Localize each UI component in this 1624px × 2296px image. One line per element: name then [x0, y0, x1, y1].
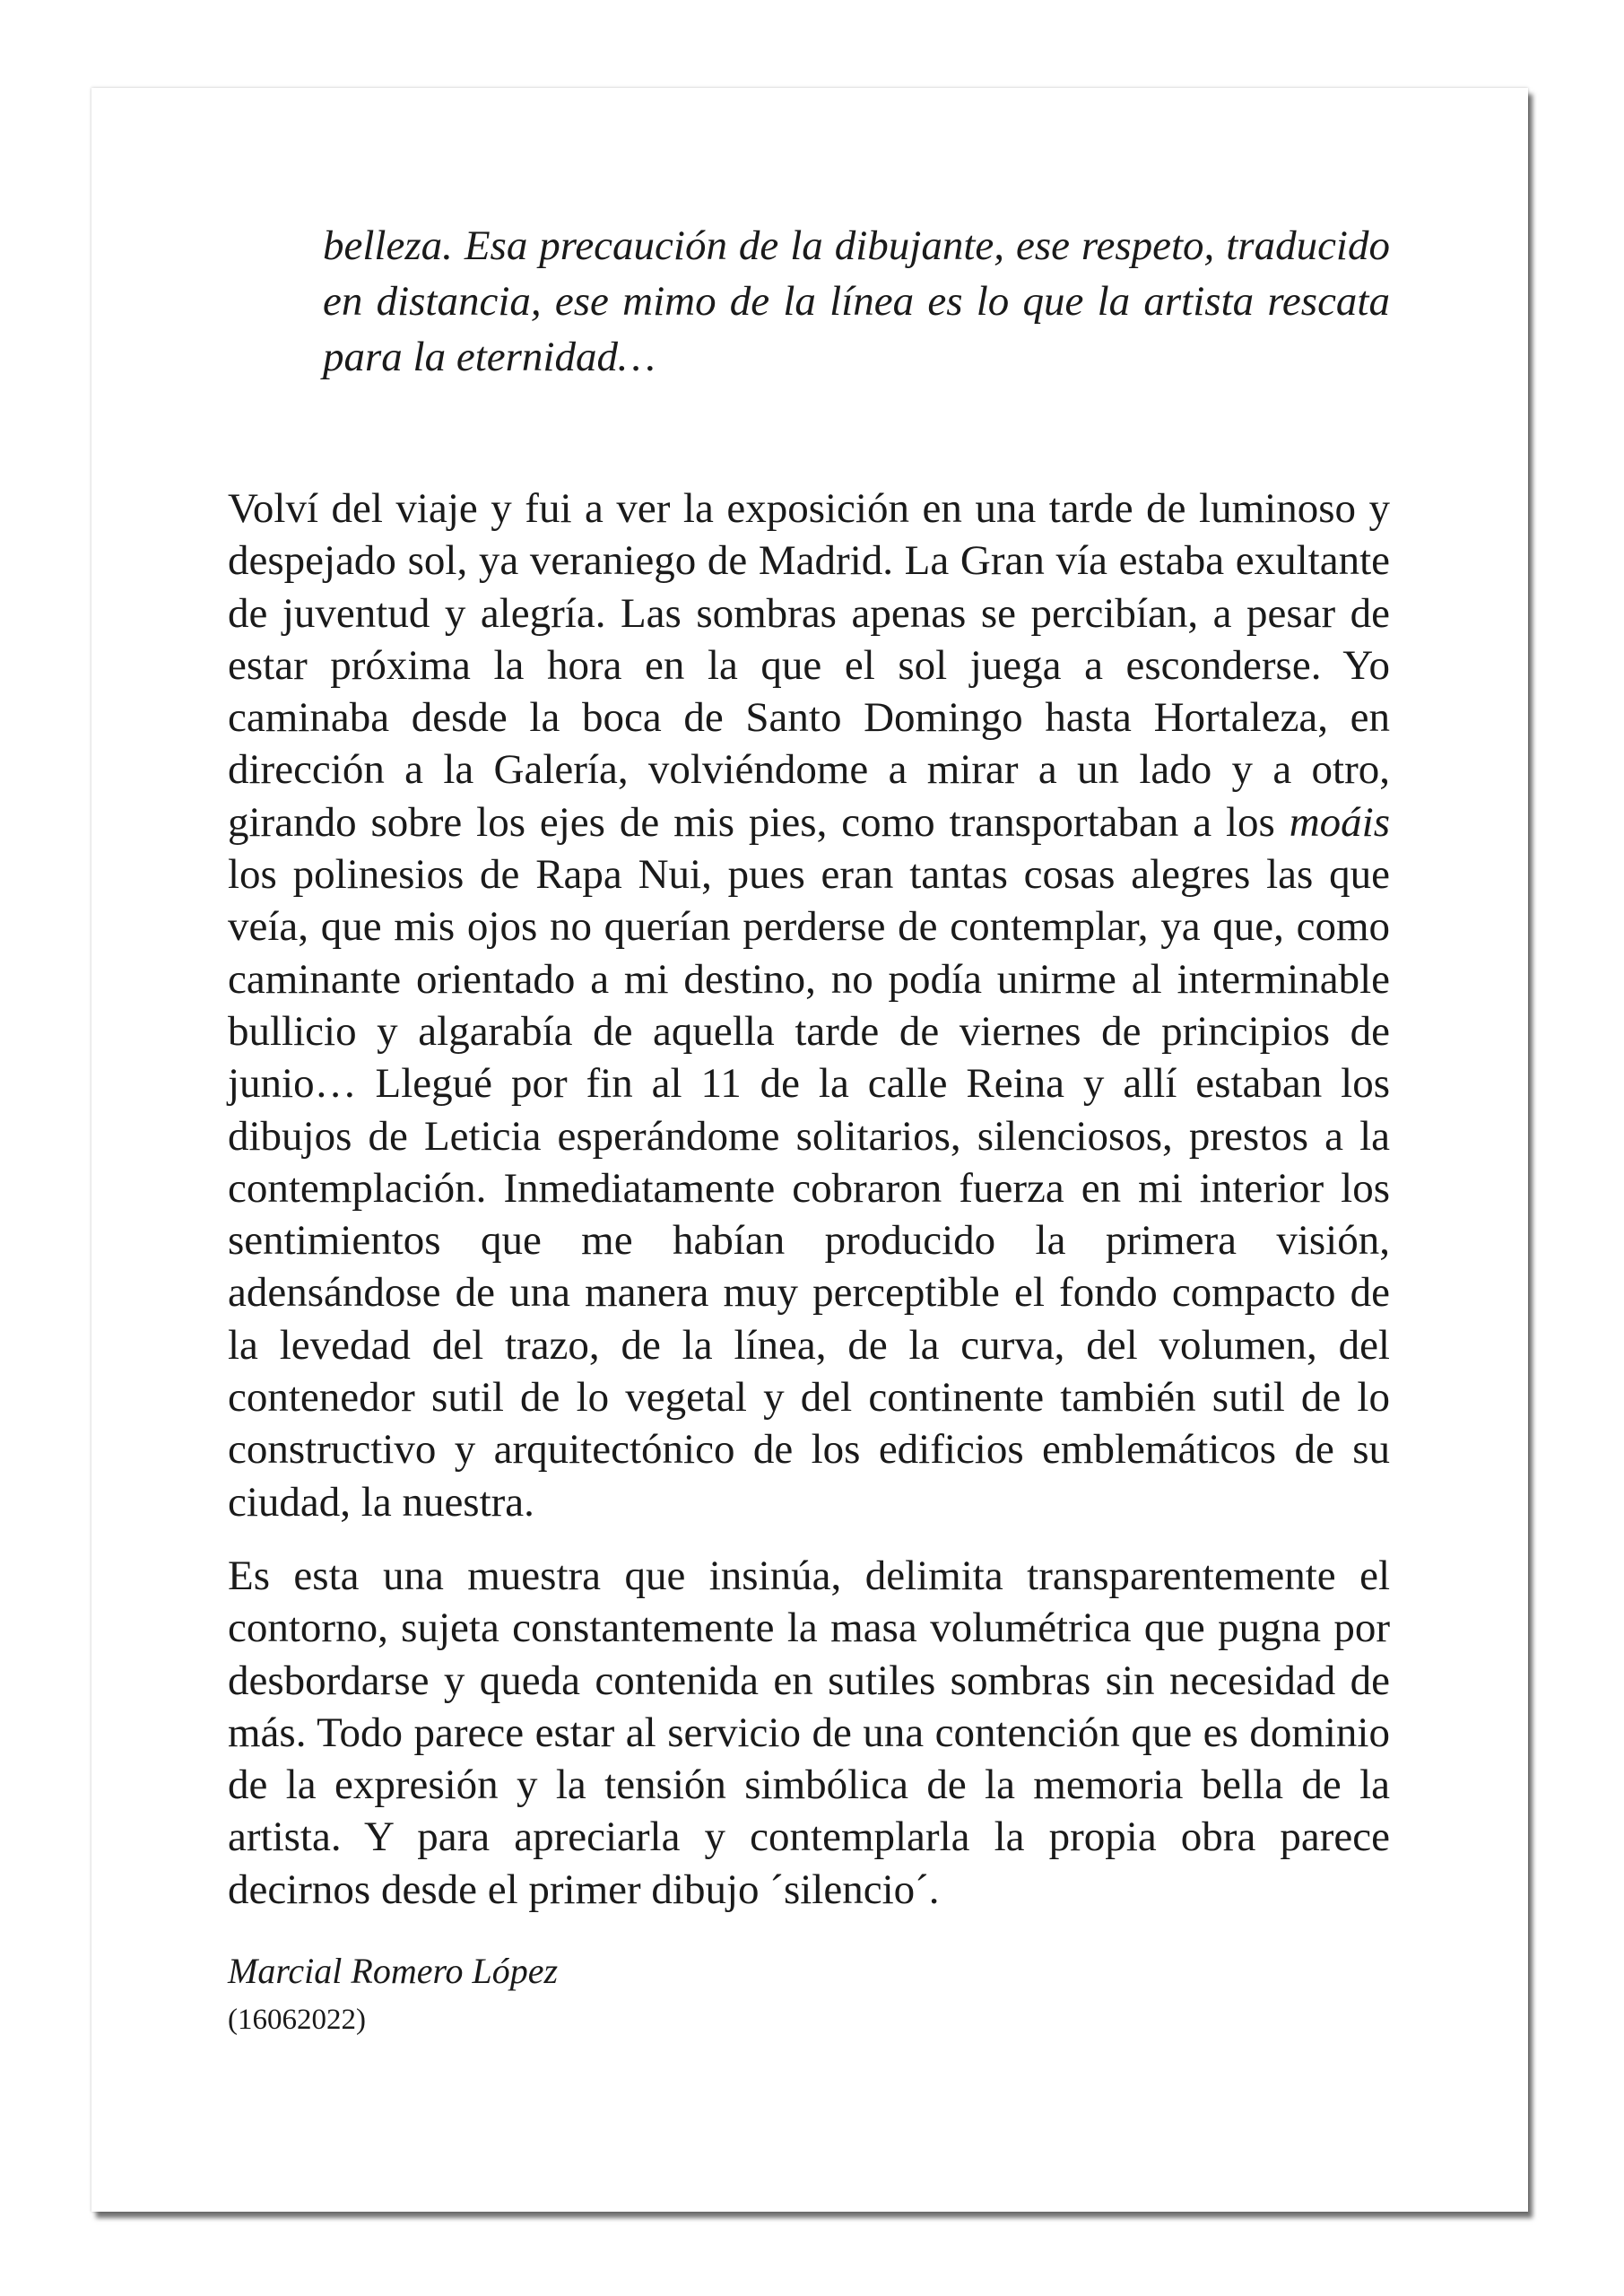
paragraph-1-text-b: los polinesios de Rapa Nui, pues eran tantas cosas alegres las que veía, que mis ojos no querían perderse de contemplar, ya que, como caminante orientado a mi destino, no podía unirme al interminable bullicio y algarabía de aquella tarde de viernes de principios de junio… Llegué por fin al 11 de la calle Reina y allí estaban los dibujos de Leticia esperándome solitarios, silenciosos, prestos a la contemplación. Inmediatamente cobraron fuerza en mi interior los sentimientos que me habían producido la primera visión, adensándose de una manera muy perceptible el fondo compacto de la levedad del trazo, de la línea, de la curva, del volumen, del contenedor sutil de lo vegetal y del continente también sutil de lo constructivo y arquitectónico de los edificios emblemáticos de su ciudad, la nuestra.: [228, 851, 1390, 1526]
paragraph-1: [228, 483, 1390, 1528]
document-page: [91, 88, 1528, 2212]
paragraph-2: Es esta una muestra que insinúa, delimita transparentemente el contorno, sujeta constantemente la masa volumétrica que pugna por desbordarse y queda contenida en sutiles sombras sin necesidad de más. Todo parece estar al servicio de una contención que es dominio de la expresión y la tensión simbólica de la memoria bella de la artista. Y para apreciarla y contemplarla la propia obra parece decirnos desde el primer dibujo ´silencio´.: [228, 1552, 1390, 1913]
paragraph-1-italic-word: moáis: [1289, 798, 1390, 846]
quote-block: belleza. Esa precaución de la dibujante, ese respeto, traducido en distancia, ese mimo de la línea es lo que la artista rescata para la eternidad…: [323, 222, 1390, 380]
signature-date: (16062022): [228, 2004, 366, 2036]
paragraph-1-text-a: Volví del viaje y fui a ver la exposición en una tarde de luminoso y despejado sol, ya veraniego de Madrid. La Gran vía estaba exultante de juventud y alegría. Las sombras apenas se percibían, a pesar de estar próxima la hora en la que el sol juega a esconderse. Yo caminaba desde la boca de Santo Domingo hasta Hortaleza, en dirección a la Galería, volviéndome a mirar a un lado y a otro, girando sobre los ejes de mis pies, como transportaban a los: [228, 485, 1390, 846]
author-signature: Marcial Romero López: [228, 1951, 559, 1991]
body-text: [228, 483, 1390, 1937]
